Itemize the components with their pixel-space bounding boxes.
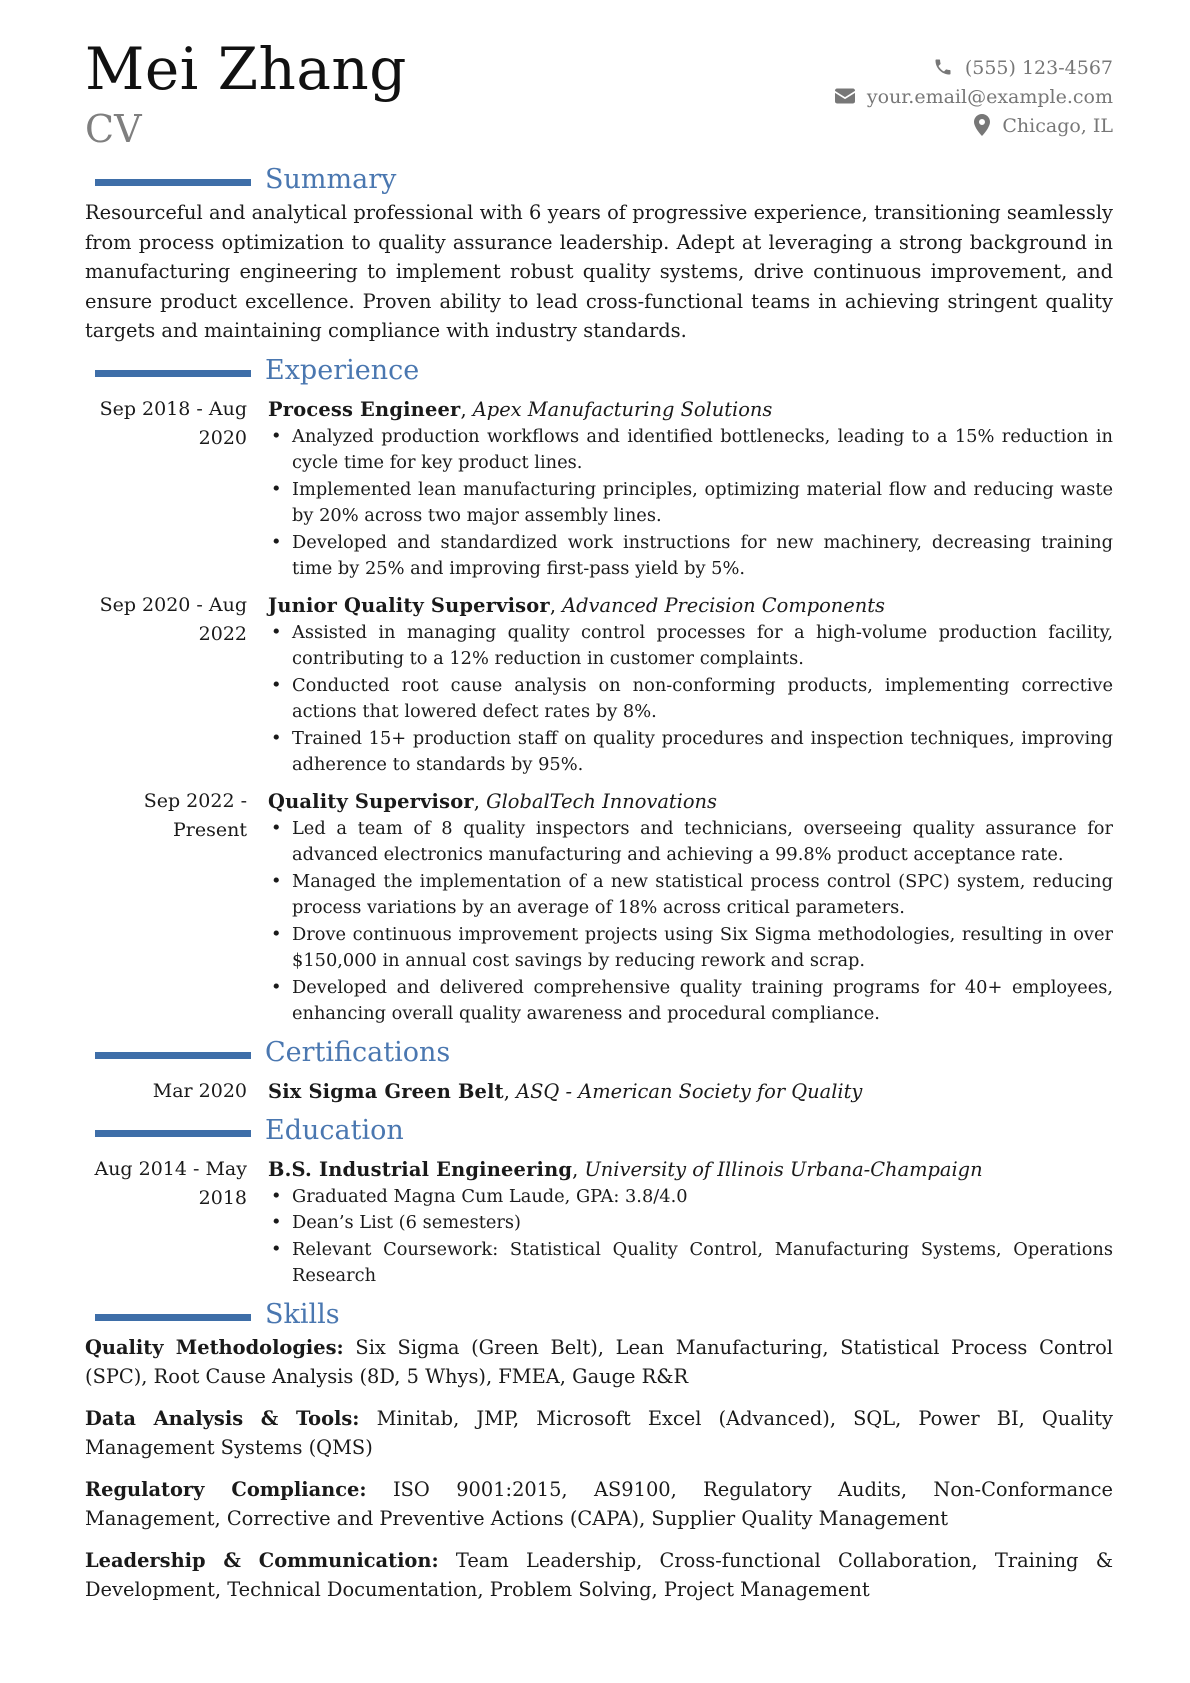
experience-section-heading [85,352,1113,387]
entry-heading: Junior Quality Supervisor, Advanced Precision Components [268,593,885,617]
entry-body [268,1077,1113,1106]
document-subtitle: CV [85,107,142,151]
section-title-skills: Skills [265,1298,340,1330]
experience-entry [85,591,1113,779]
education-entry [85,1155,1113,1290]
bullet-list [268,424,1113,583]
experience-entry [85,787,1113,1028]
skill-group [85,1333,1113,1392]
bullet-item: • Managed the implementation of a new statistical process control (SPC) system, reducing process variations by an average of 18% across critical parameters. [268,869,1113,922]
skill-values: Six Sigma (Green Belt), Lean Manufacturing, Statistical Process Control (SPC), Root Cause Analysis (8D, 5 Whys), FMEA, Gauge R&R [85,1335,1114,1388]
bullet-item: • Relevant Coursework: Statistical Quality Control, Manufacturing Systems, Operations Research [268,1237,1113,1290]
employer: Advanced Precision Components [562,593,885,617]
section-title-experience: Experience [265,354,420,386]
section-accent-bar [95,1130,251,1137]
entry-body [268,395,1113,583]
bullet-item: • Conducted root cause analysis on non-conforming products, implementing corrective actions that lowered defect rates by 8%. [268,673,1113,726]
phone-icon [933,57,953,77]
envelope-icon [835,88,855,104]
bullet-item: • Assisted in managing quality control processes for a high-volume production facility, contributing to a 12% reduction in customer complaints. [268,620,1113,673]
bullet-item: • Developed and standardized work instructions for new machinery, decreasing training time by 25% and improving first-pass yield by 5%. [268,530,1113,583]
entry-date: Sep 2022 - Present [143,789,247,841]
candidate-name: Mei Zhang [85,35,407,103]
bullet-item: • Trained 15+ production staff on quality procedures and inspection techniques, improving adherence to standards by 95%. [268,726,1113,779]
entry-date: Mar 2020 [152,1079,247,1102]
section-accent-bar [95,370,251,377]
entry-date: Sep 2018 - Aug 2020 [99,397,247,449]
email-address[interactable]: your.email@example.com [866,86,1113,108]
skill-category: Regulatory Compliance: [85,1477,367,1501]
entry-heading: Process Engineer, Apex Manufacturing Solutions [268,397,773,421]
entry-heading: B.S. Industrial Engineering, University of Illinois Urbana-Champaign [268,1157,983,1181]
skills-list [85,1333,1113,1605]
contact-location [835,112,1113,141]
contact-block [835,54,1113,141]
bullet-item: • Drove continuous improvement projects using Six Sigma methodologies, resulting in over $150,000 in annual cost savings by reducing rework and scrap. [268,922,1113,975]
skill-category: Data Analysis & Tools: [85,1406,360,1430]
certifications-section-heading [85,1034,1113,1069]
employer: Apex Manufacturing Solutions [472,397,773,421]
phone-number: (555) 123-4567 [964,57,1113,79]
skill-values: ISO 9001:2015, AS9100, Regulatory Audits, Non-Conformance Management, Corrective and Preventive Actions (CAPA), Supplier Quality Management [85,1477,1113,1530]
summary-text: Resourceful and analytical professional with 6 years of progressive experience, transitioning seamlessly from process optimization to quality assurance leadership. Adept at leveraging a strong background in manufacturing engineering to implement robust quality systems, drive continuous improvement, and ensure product excellence. Proven ability to lead cross-functional teams in achieving stringent quality targets and maintaining compliance with industry standards. [85,201,1113,342]
job-title: Process Engineer [268,397,461,421]
skill-group [85,1404,1113,1463]
experience-entry [85,395,1113,583]
resume-page [85,35,1114,1617]
degree: B.S. Industrial Engineering [268,1157,573,1181]
bullet-item: • Developed and delivered comprehensive quality training programs for 40+ employees, enhancing overall quality awareness and procedural compliance. [268,975,1113,1028]
summary-section-heading [85,161,1113,196]
bullet-list [268,816,1113,1028]
bullet-item: • Dean’s List (6 semesters) [268,1210,1113,1237]
education-section-heading [85,1112,1113,1147]
skill-group [85,1475,1113,1534]
certification-name: Six Sigma Green Belt [268,1079,504,1103]
employer: GlobalTech Innovations [486,789,717,813]
bullet-item: • Analyzed production workflows and identified bottlenecks, leading to a 15% reduction in cycle time for key product lines. [268,424,1113,477]
skills-section-heading [85,1296,1113,1331]
section-title-summary: Summary [265,164,397,195]
entry-date: Aug 2014 - May 2018 [94,1157,247,1209]
section-accent-bar [95,1052,251,1059]
section-title-certifications: Certifications [265,1036,451,1068]
entry-body [268,591,1113,779]
bullet-item: • Led a team of 8 quality inspectors and technicians, overseeing quality assurance for advanced electronics manufacturing and achieving a 99.8% product acceptance rate. [268,816,1113,869]
section-accent-bar [95,179,251,186]
bullet-list [268,620,1113,779]
issuer: ASQ - American Society for Quality [516,1079,863,1103]
skill-category: Leadership & Communication: [85,1548,439,1572]
map-marker-icon [974,114,990,136]
entry-body [268,1155,1113,1290]
resume-header [85,35,1113,155]
entry-heading: Six Sigma Green Belt, ASQ - American Society for Quality [268,1079,863,1103]
skill-category: Quality Methodologies: [85,1335,344,1359]
entry-body [268,787,1113,1028]
skill-group [85,1546,1113,1605]
certification-entry [85,1077,1113,1106]
section-title-education: Education [265,1114,404,1146]
location-text: Chicago, IL [1002,115,1113,137]
bullet-item: • Graduated Magna Cum Laude, GPA: 3.8/4.0 [268,1184,1113,1211]
institution: University of Illinois Urbana-Champaign [584,1157,983,1181]
contact-phone [835,54,1113,83]
job-title: Quality Supervisor [268,789,474,813]
job-title: Junior Quality Supervisor [268,593,550,617]
skill-values: Minitab, JMP, Microsoft Excel (Advanced), SQL, Power BI, Quality Management Systems (QMS) [85,1406,1113,1459]
entry-date: Sep 2020 - Aug 2022 [99,593,247,645]
entry-heading: Quality Supervisor, GlobalTech Innovations [268,789,717,813]
bullet-item: • Implemented lean manufacturing principles, optimizing material flow and reducing waste by 20% across two major assembly lines. [268,477,1113,530]
contact-email [835,83,1113,112]
skill-values: Team Leadership, Cross-functional Collaboration, Training & Development, Technical Documentation, Problem Solving, Project Management [85,1548,1113,1601]
section-accent-bar [95,1314,251,1321]
bullet-list [268,1184,1113,1290]
